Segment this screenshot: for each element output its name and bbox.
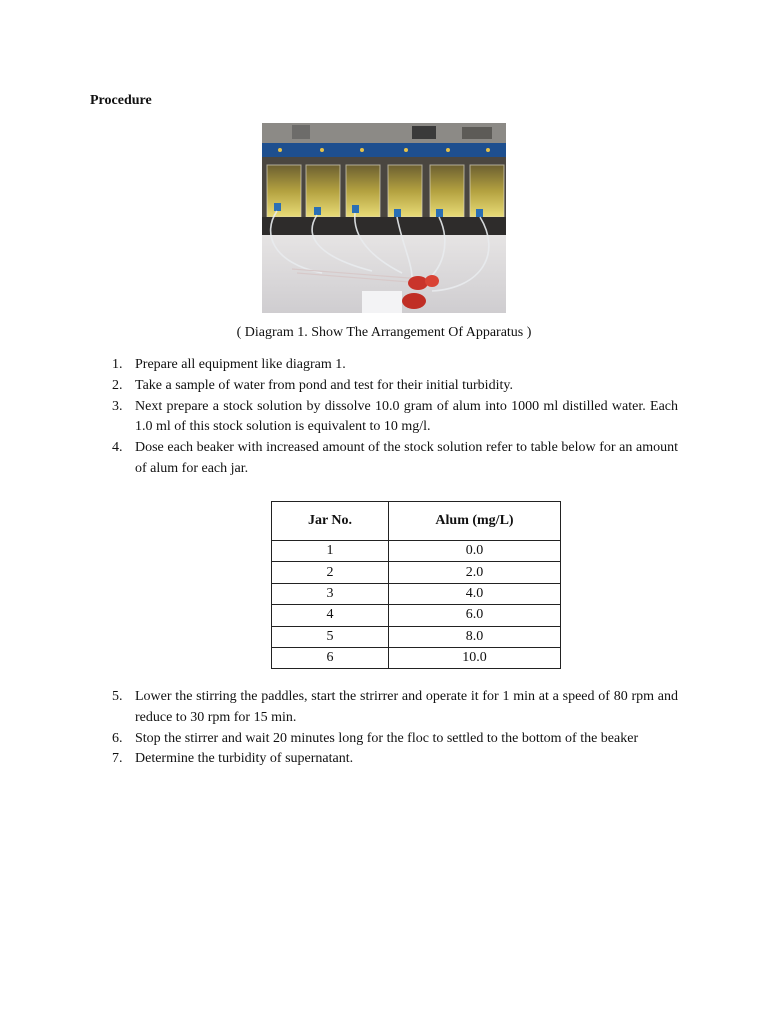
step-number: 1. <box>112 357 123 372</box>
cell-alum: 8.0 <box>389 626 561 647</box>
step-number: 6. <box>112 730 123 746</box>
cell-alum: 10.0 <box>389 647 561 668</box>
procedure-steps-part1 <box>112 355 678 480</box>
column-header-alum: Alum (mg/L) <box>389 502 561 541</box>
alum-dosage-table <box>271 501 561 669</box>
step-text: Stop the stirrer and wait 20 minutes long for the floc to settled to the bottom of the beaker <box>135 730 639 746</box>
table-row <box>272 541 561 562</box>
step-number: 3. <box>112 398 123 414</box>
step-number: 4. <box>112 440 123 456</box>
procedure-steps-part2 <box>112 687 678 770</box>
cell-jar-no: 1 <box>272 541 389 562</box>
list-item <box>112 687 678 729</box>
step-number: 5. <box>112 689 123 704</box>
cell-jar-no: 5 <box>272 626 389 647</box>
step-text: Lower the stirring the paddles, start the strirrer and operate it for 1 min at a speed of 80 rpm and reduce to 30 rpm for 15 min. <box>135 689 678 725</box>
step-text: Next prepare a stock solution by dissolve 10.0 gram of alum into 1000 ml distilled water. Each 1.0 ml of this stock solution is equivalent to 10 mg/l. <box>135 398 678 435</box>
section-heading: Procedure <box>90 93 152 108</box>
step-number: 2. <box>112 377 123 393</box>
list-item <box>112 749 678 770</box>
column-header-jar-no: Jar No. <box>272 502 389 541</box>
step-text: Prepare all equipment like diagram 1. <box>135 357 346 372</box>
cell-alum: 6.0 <box>389 605 561 626</box>
list-item <box>112 397 678 439</box>
step-number: 7. <box>112 751 123 767</box>
list-item <box>112 729 678 750</box>
cell-jar-no: 3 <box>272 583 389 604</box>
cell-jar-no: 4 <box>272 605 389 626</box>
table-row <box>272 647 561 668</box>
step-text: Dose each beaker with increased amount of the stock solution refer to table below for an amount of alum for each jar. <box>135 440 678 476</box>
table-row <box>272 605 561 626</box>
figure-caption: ( Diagram 1. Show The Arrangement Of Apparatus ) <box>236 325 532 340</box>
cell-jar-no: 6 <box>272 647 389 668</box>
cell-alum: 4.0 <box>389 583 561 604</box>
table-row <box>272 583 561 604</box>
table-row <box>272 626 561 647</box>
cell-alum: 2.0 <box>389 562 561 583</box>
cell-alum: 0.0 <box>389 541 561 562</box>
cell-jar-no: 2 <box>272 562 389 583</box>
step-text: Take a sample of water from pond and test for their initial turbidity. <box>135 377 513 393</box>
list-item <box>112 376 678 397</box>
apparatus-photo <box>262 123 506 313</box>
apparatus-photo-image <box>262 123 506 313</box>
table-header-row <box>272 502 561 541</box>
table-row <box>272 562 561 583</box>
list-item <box>112 438 678 480</box>
step-text: Determine the turbidity of supernatant. <box>135 751 354 767</box>
list-item <box>112 355 678 376</box>
